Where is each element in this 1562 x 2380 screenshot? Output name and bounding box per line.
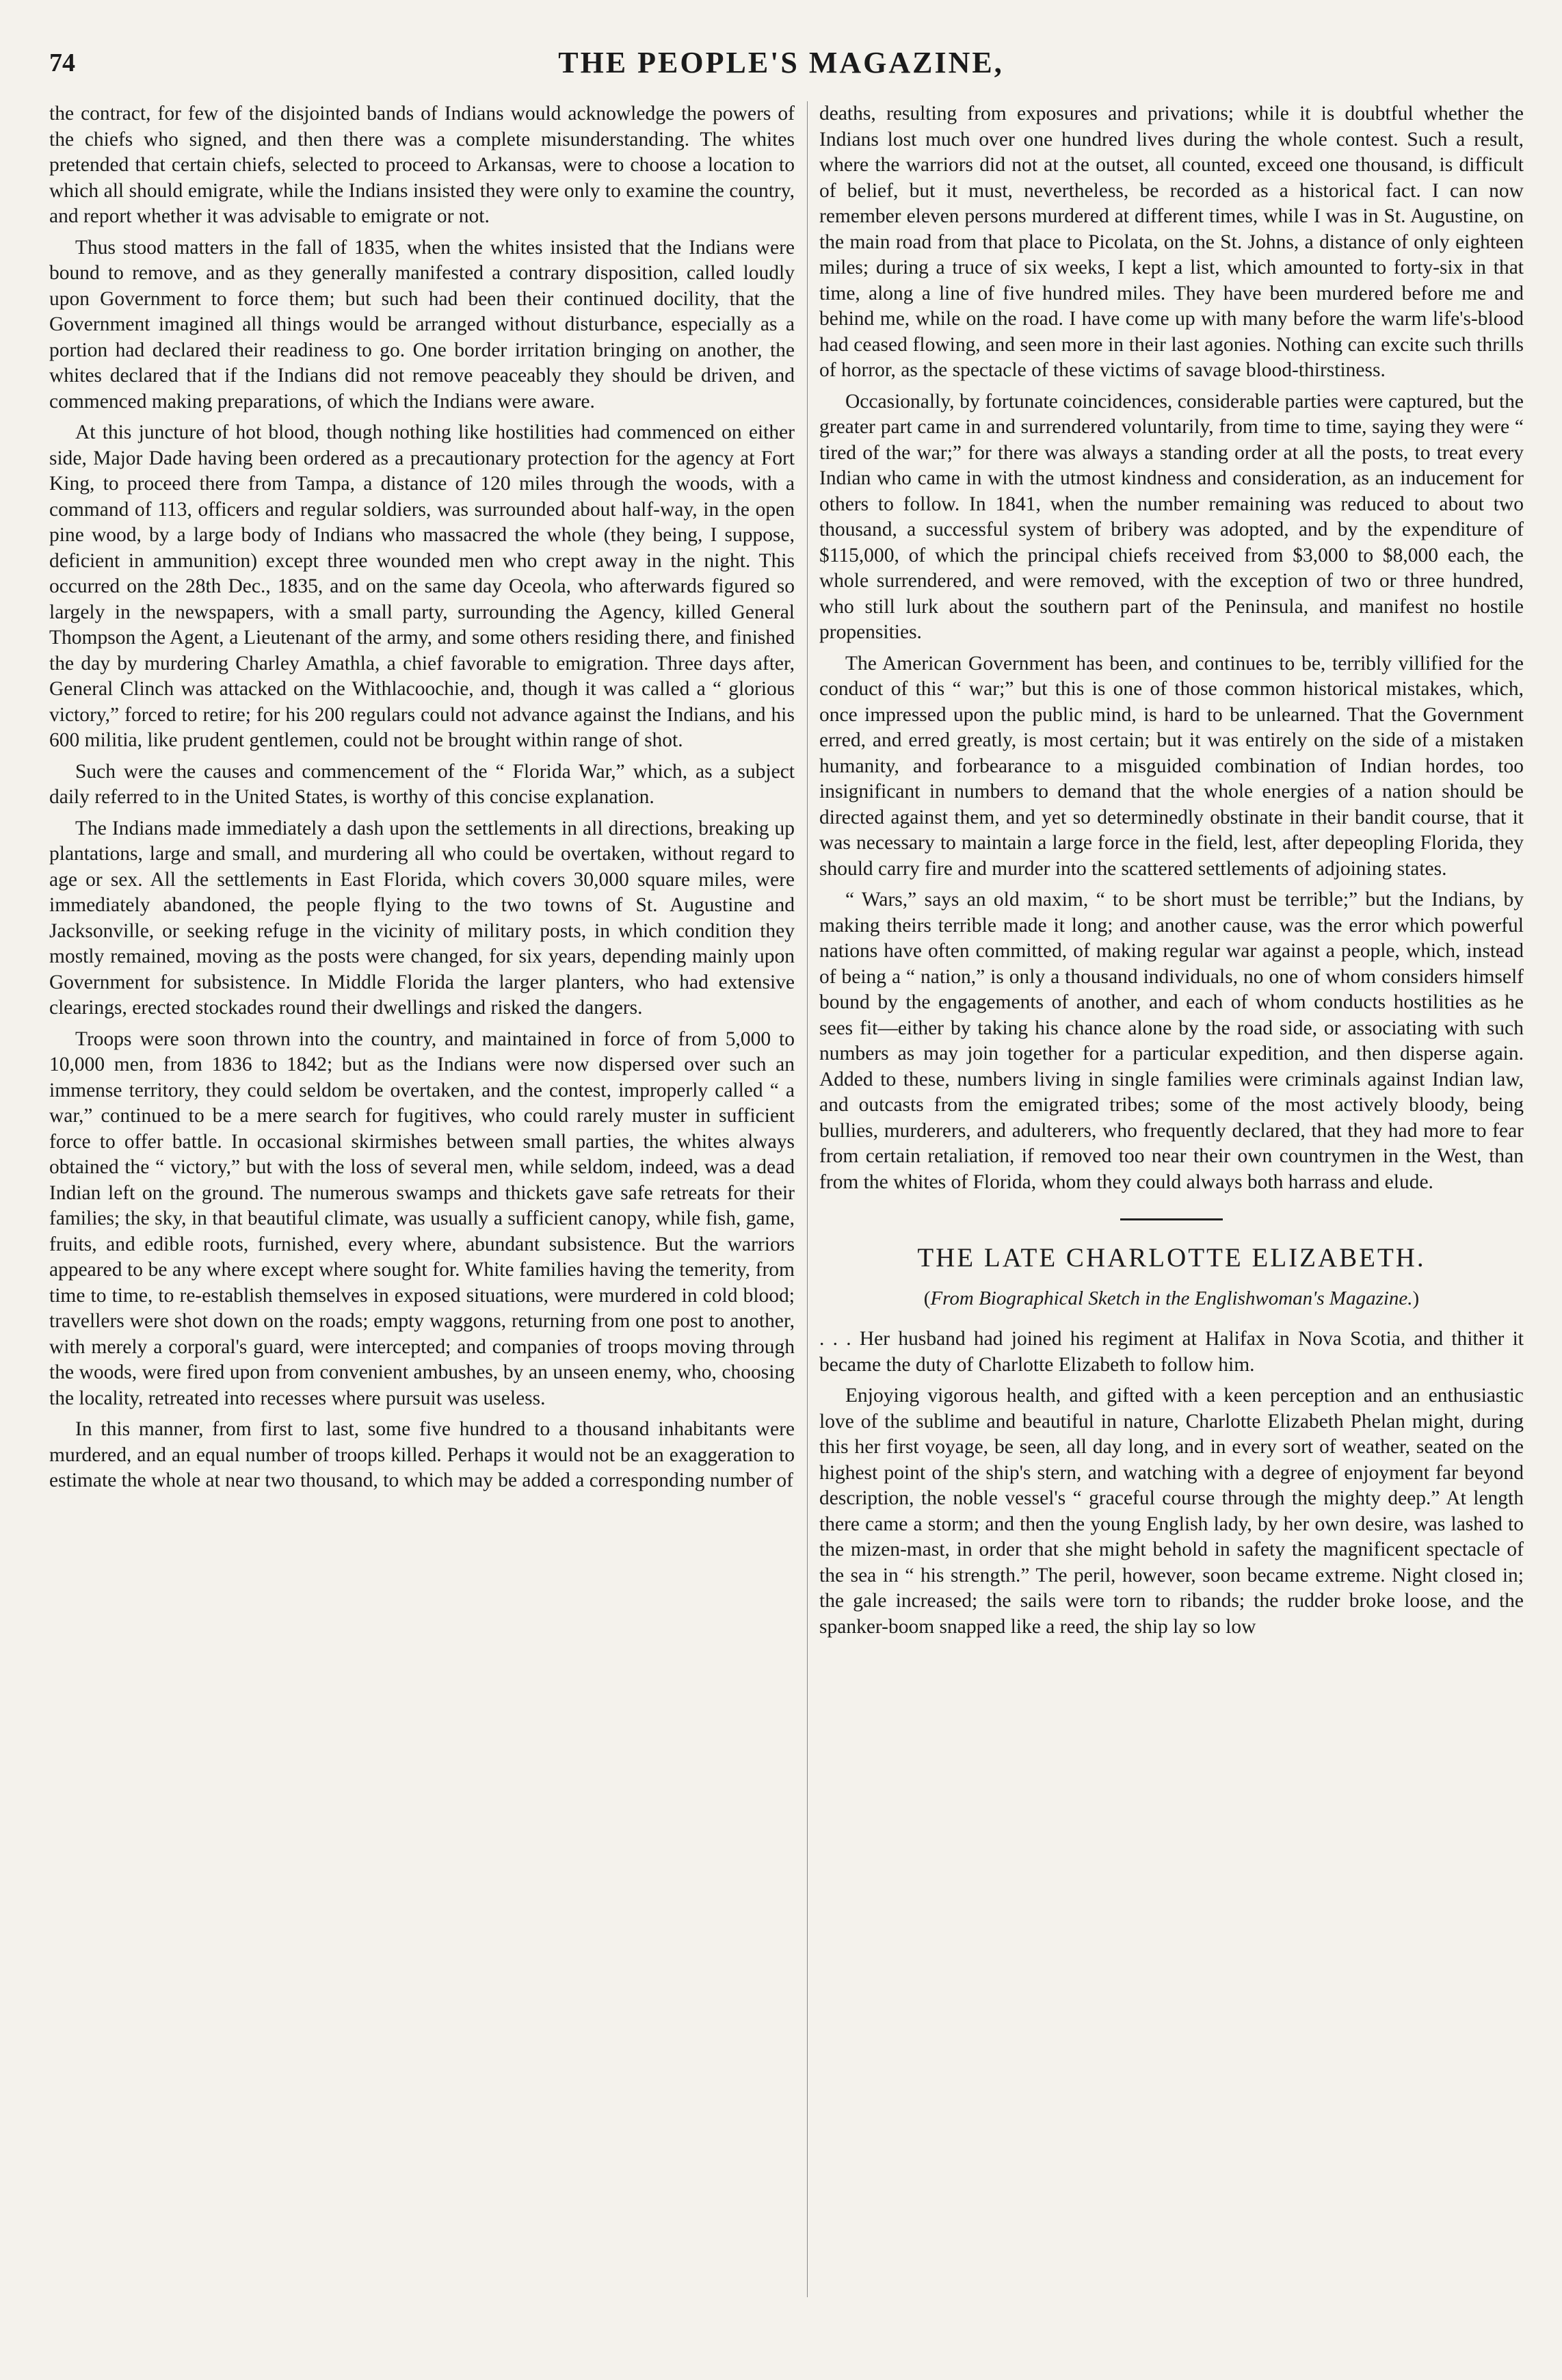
paragraph: Occasionally, by fortunate coincidences, considerable parties were captured, but the greater part came in and surrendered voluntarily, from time to time, saying they were “ tired of the war;” for there was always a standing order at all the posts, to treat every Indian who came in with the utmost kindness and consideration, as an inducement for others to follow. In 1841, when the number remaining was reduced to about two thousand, a successful system of bribery was adopted, and by the expenditure of $115,000, of which the principal chiefs received from $3,000 to $8,000 each, the whole surrendered, and were removed, with the exception of two or three hundred, who still lurk about the southern part of the Peninsula, and manifest no hostile propensities.	[819, 390, 1524, 643]
paragraph: The American Government has been, and continues to be, terribly villified for the conduct of this “ war;” but this is one of those common historical mistakes, which, once impressed upon the public mind, is hard to be unlearned. That the Government erred, and erred greatly, is most certain; but it was entirely on the side of a mistaken humanity, and forbearance to a misguided combination of Indian hordes, too insignificant in numbers to demand that the whole energies of a nation should be directed against them, and yet so determinedly obstinate in their bandit course, that it was necessary to maintain a large force in the field, lest, after depeopling Florida, they should carry fire and murder into the scattered settlements of adjoining states.	[819, 652, 1524, 880]
page-header	[44, 36, 1518, 79]
article-paragraph: . . . Her husband had joined his regiment at Halifax in Nova Scotia, and thither it became the duty of Charlotte Elizabeth to follow him.	[819, 1328, 1524, 1376]
source-open-paren: (	[923, 1287, 931, 1309]
paragraph: At this juncture of hot blood, though nothing like hostilities had commenced on either side, Major Dade having been ordered as a precautionary protection for the agency at Fort King, to proceed there from Tampa, a distance of 120 miles through the woods, with a command of 113, officers and regular soldiers, was surrounded about half-way, in the open pine wood, by a large body of Indians who massacred the whole (they being, I suppose, deficient in ammunition) except three wounded men who crept away in the night. This occurred on the 28th Dec., 1835, and on the same day Oceola, who afterwards figured so largely in the newspapers, with a small party, surrounding the Agency, killed General Thompson the Agent, a Lieutenant of the army, and some others residing there, and finished the day by murdering Charley Amathla, a chief favorable to emigration. Three days after, General Clinch was attacked on the Withlacoochie, and, though it was called a “ glorious victory,” forced to retire; for his 200 regulars could not advance against the Indians, and his 600 militia, like prudent gentlemen, could not be brought within range of shot.	[49, 421, 795, 751]
left-column	[49, 101, 795, 1494]
paragraph: the contract, for few of the disjointed bands of Indians would acknowledge the powers of the chiefs who signed, and then there was a complete misunderstanding. The whites pretended that certain chiefs, selected to proceed to Arkansas, were to choose a location to which all should emigrate, while the Indians insisted they were only to examine the country, and report whether it was advisable to emigrate or not.	[49, 103, 795, 227]
paragraph: Thus stood matters in the fall of 1835, when the whites insisted that the Indians were bound to remove, and as they generally manifested a contrary disposition, called loudly upon Government to force them; but such had been their continued docility, that the Government imagined all things would be arranged without disturbance, especially as a portion had declared their readiness to go. One border irritation bringing on another, the whites declared that if the Indians did not remove peaceably they should be driven, and commenced making preparations, of which the Indians were aware.	[49, 236, 795, 413]
running-title: THE PEOPLE'S MAGAZINE,	[558, 46, 1004, 79]
paragraph: Such were the causes and commencement of the “ Florida War,” which, as a subject daily referred to in the United States, is worthy of this concise explanation.	[49, 760, 795, 808]
right-column	[819, 101, 1524, 1640]
article-source	[819, 1286, 1524, 1312]
section-separator	[1120, 1218, 1223, 1220]
article-paragraph: Enjoying vigorous health, and gifted with a keen perception and an enthusiastic love of the sublime and beautiful in nature, Charlotte Elizabeth Phelan might, during this her first voyage, be seen, all day long, and in every sort of weather, seated on the highest point of the ship's stern, and watching with a degree of enjoyment far beyond description, the noble vessel's “ graceful course through the mighty deep.” At length there came a storm; and then the young English lady, by her own desire, was lashed to the mizen-mast, in order that she might behold in safety the magnificent spectacle of the sea in “ his strength.” The peril, however, soon became extreme. Night closed in; the gale increased; the sails were torn to ribands; the rudder broke loose, and the spanker-boom snapped like a reed, the ship lay so low	[819, 1385, 1524, 1638]
paragraph: deaths, resulting from exposures and privations; while it is doubtful whether the Indians lost much over one hundred lives during the whole contest. Such a result, where the warriors did not at the outset, all counted, exceed one thousand, is difficult of belief, but it must, nevertheless, be recorded as a historical fact. I can now remember eleven persons murdered at different times, while I was in St. Augustine, on the main road from that place to Picolata, on the St. Johns, a distance of only eighteen miles; during a truce of six weeks, I kept a list, which amounted to forty-six in that time, along a line of five hundred miles. They have been murdered before me and behind me, while on the road. I have come up with many before the warm life's-blood had ceased flowing, and seen more in their last agonies. Nothing can excite such thrills of horror, as the spectacle of these victims of savage blood-thirstiness.	[819, 103, 1524, 381]
source-text: From Biographical Sketch in the Englishwoman's Magazine.	[930, 1287, 1413, 1309]
paragraph: “ Wars,” says an old maxim, “ to be short must be terrible;” but the Indians, by making theirs terrible made it long; and another cause, was the error which powerful nations have often committed, of making regular war against a people, which, instead of being a “ nation,” is only a thousand individuals, no one of whom considers himself bound by the engagements of another, and each of whom conducts hostilities as he sees fit—either by taking his chance alone by the road side, or associating with such numbers as may join together for a particular expedition, and then disperse again. Added to these, numbers living in single families were criminals against Indian law, and outcasts from the emigrated tribes; some of the most actively bloody, being bullies, murderers, and adulterers, who frequently declared, that they had more to fear from certain retaliation, if removed too near their own countrymen in the West, than from the whites of Florida, whom they could always both harrass and elude.	[819, 889, 1524, 1193]
article-title: THE LATE CHARLOTTE ELIZABETH.	[917, 1243, 1426, 1272]
paragraph: In this manner, from first to last, some five hundred to a thousand inhabitants were murdered, and an equal number of troops killed. Perhaps it would not be an exaggeration to estimate the whole at near two thousand, to which may be added a corresponding number of	[49, 1418, 795, 1491]
page-number: 74	[49, 49, 75, 77]
source-close-paren: )	[1412, 1287, 1420, 1309]
paragraph: The Indians made immediately a dash upon the settlements in all directions, breaking up plantations, large and small, and murdering all who could be overtaken, without regard to age or sex. All the settlements in East Florida, which covers 30,000 square miles, were immediately abandoned, the people flying to the two towns of St. Augustine and Jacksonville, or seeking refuge in the vicinity of military posts, in which condition they mostly remained, moving as the posts were changed, for six years, depending mainly upon Government for subsistence. In Middle Florida the larger planters, who had extensive clearings, erected stockades round their dwellings and risked the dangers.	[49, 817, 795, 1019]
paragraph: Troops were soon thrown into the country, and maintained in force of from 5,000 to 10,000 men, from 1836 to 1842; but as the Indians were now dispersed over such an immense territory, they could seldom be overtaken, and the contest, improperly called “ a war,” continued to be a mere search for fugitives, who could rarely muster in sufficient force to offer battle. In occasional skirmishes between small parties, the whites always obtained the “ victory,” but with the loss of several men, while seldom, indeed, was a dead Indian left on the ground. The numerous swamps and thickets gave safe retreats for their families; the sky, in that beautiful climate, was usually a sufficient canopy, while fish, game, fruits, and edible roots, furnished, every where, abundant subsistence. But the warriors appeared to be any where except where sought for. White families having the temerity, from time to time, to re-establish themselves in exposed situations, were murdered in cold blood; travellers were shot down on the roads; empty waggons, returning from one post to another, with merely a corporal's guard, were intercepted; and companies of troops moving through the woods, were fired upon from convenient ambushes, by an unseen enemy, who, choosing the locality, retreated into recesses where pursuit was useless.	[49, 1028, 795, 1409]
column-divider	[807, 101, 808, 2297]
